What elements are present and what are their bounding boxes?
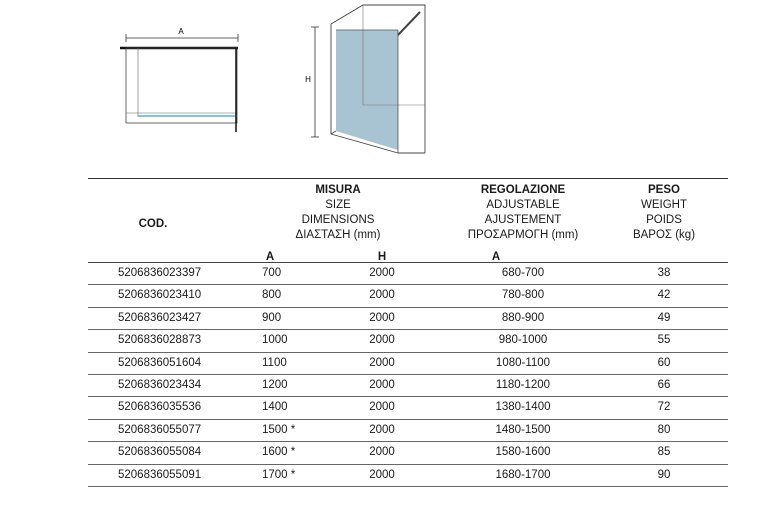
header-weight-it: PESO — [648, 184, 680, 196]
header-adjust — [448, 183, 598, 243]
cell-h: 2000 — [369, 334, 395, 347]
cell-weight: 80 — [657, 423, 671, 436]
cell-code: 5206836023410 — [118, 289, 202, 302]
cell-a: 800 — [262, 289, 282, 302]
cell-code: 5206836055077 — [118, 423, 202, 436]
cell-adjust: 1080-1100 — [495, 356, 551, 369]
header-code: COD. — [138, 218, 168, 230]
header-size — [268, 183, 408, 243]
cell-adjust: 1380-1400 — [495, 401, 551, 414]
cell-code: 5206836055091 — [118, 468, 202, 481]
table-row — [88, 330, 728, 352]
table-row — [88, 442, 728, 464]
cell-code: 5206836023427 — [118, 311, 202, 324]
cell-h: 2000 — [369, 289, 395, 302]
cell-h: 2000 — [369, 446, 395, 459]
cell-h: 2000 — [369, 423, 395, 436]
cell-a: 1500 * — [262, 423, 296, 436]
cell-weight: 90 — [657, 468, 671, 481]
cell-code: 5206836023434 — [118, 378, 202, 391]
cell-weight: 55 — [657, 334, 671, 347]
cell-h: 2000 — [369, 401, 395, 414]
cell-weight: 60 — [657, 356, 671, 369]
header-size-it: MISURA — [315, 184, 361, 196]
header-adjust-it: REGOLAZIONE — [480, 184, 566, 196]
cell-weight: 38 — [657, 267, 671, 279]
cell-weight: 42 — [657, 289, 671, 302]
technical-drawings — [0, 0, 770, 175]
table-row — [88, 420, 728, 442]
table-row — [88, 465, 728, 487]
cell-code: 5206836035536 — [118, 401, 202, 414]
cell-weight: 85 — [657, 446, 671, 459]
header-weight-en: WEIGHT — [641, 199, 687, 211]
header-weight-fr: POIDS — [646, 214, 682, 226]
table-row — [88, 353, 728, 375]
cell-adjust: 780-800 — [501, 289, 545, 302]
cell-a: 1600 * — [262, 446, 296, 459]
header-weight-gr: ΒΑΡΟΣ (kg) — [632, 229, 696, 241]
header-size-fr: DIMENSIONS — [301, 214, 375, 226]
cell-h: 2000 — [369, 468, 395, 481]
subheader-a: A — [265, 251, 275, 263]
header-adjust-en: ADJUSTABLE — [486, 199, 560, 211]
table-row — [88, 397, 728, 419]
table-body — [88, 262, 728, 487]
elevation-dimension-label: H — [305, 75, 311, 84]
cell-code: 5206836055084 — [118, 446, 202, 459]
header-weight — [624, 183, 704, 243]
cell-weight: 49 — [657, 311, 671, 324]
cell-adjust: 680-700 — [501, 267, 545, 279]
cell-a: 1700 * — [262, 468, 296, 481]
cell-code: 5206836028873 — [118, 334, 202, 347]
subheader-adj: A — [491, 251, 501, 263]
cell-adjust: 1180-1200 — [495, 378, 551, 391]
cell-a: 1000 — [262, 334, 288, 347]
cell-code: 5206836051604 — [118, 356, 202, 369]
cell-code: 5206836023397 — [118, 267, 202, 279]
subheader-h: H — [377, 251, 387, 263]
cell-adjust: 880-900 — [501, 311, 545, 324]
plan-dimension-label: A — [178, 27, 184, 36]
elevation-view-drawing — [0, 0, 770, 175]
cell-weight: 72 — [657, 401, 671, 414]
cell-h: 2000 — [369, 311, 395, 324]
cell-a: 900 — [262, 311, 282, 324]
header-adjust-gr: ΠΡΟΣΑΡΜΟΓΗ (mm) — [467, 229, 579, 241]
cell-adjust: 1680-1700 — [495, 468, 551, 481]
table-row — [88, 285, 728, 307]
cell-a: 1200 — [262, 378, 288, 391]
header-size-en: SIZE — [325, 199, 351, 211]
cell-weight: 66 — [657, 378, 671, 391]
table-row — [88, 375, 728, 397]
cell-adjust: 980-1000 — [498, 334, 548, 347]
header-adjust-fr: AJUSTEMENT — [484, 214, 562, 226]
header-size-gr: ΔΙΑΣΤΑΣΗ (mm) — [295, 229, 381, 241]
table-header — [88, 178, 728, 271]
cell-a: 1100 — [262, 356, 287, 369]
cell-a: 1400 — [262, 401, 288, 414]
cell-h: 2000 — [369, 378, 395, 391]
table-row — [88, 308, 728, 330]
cell-h: 2000 — [369, 267, 395, 279]
cell-adjust: 1480-1500 — [495, 423, 551, 436]
cell-adjust: 1580-1600 — [495, 446, 551, 459]
cell-h: 2000 — [369, 356, 395, 369]
product-table — [88, 178, 728, 481]
cell-a: 700 — [262, 267, 282, 279]
table-row — [88, 263, 728, 285]
